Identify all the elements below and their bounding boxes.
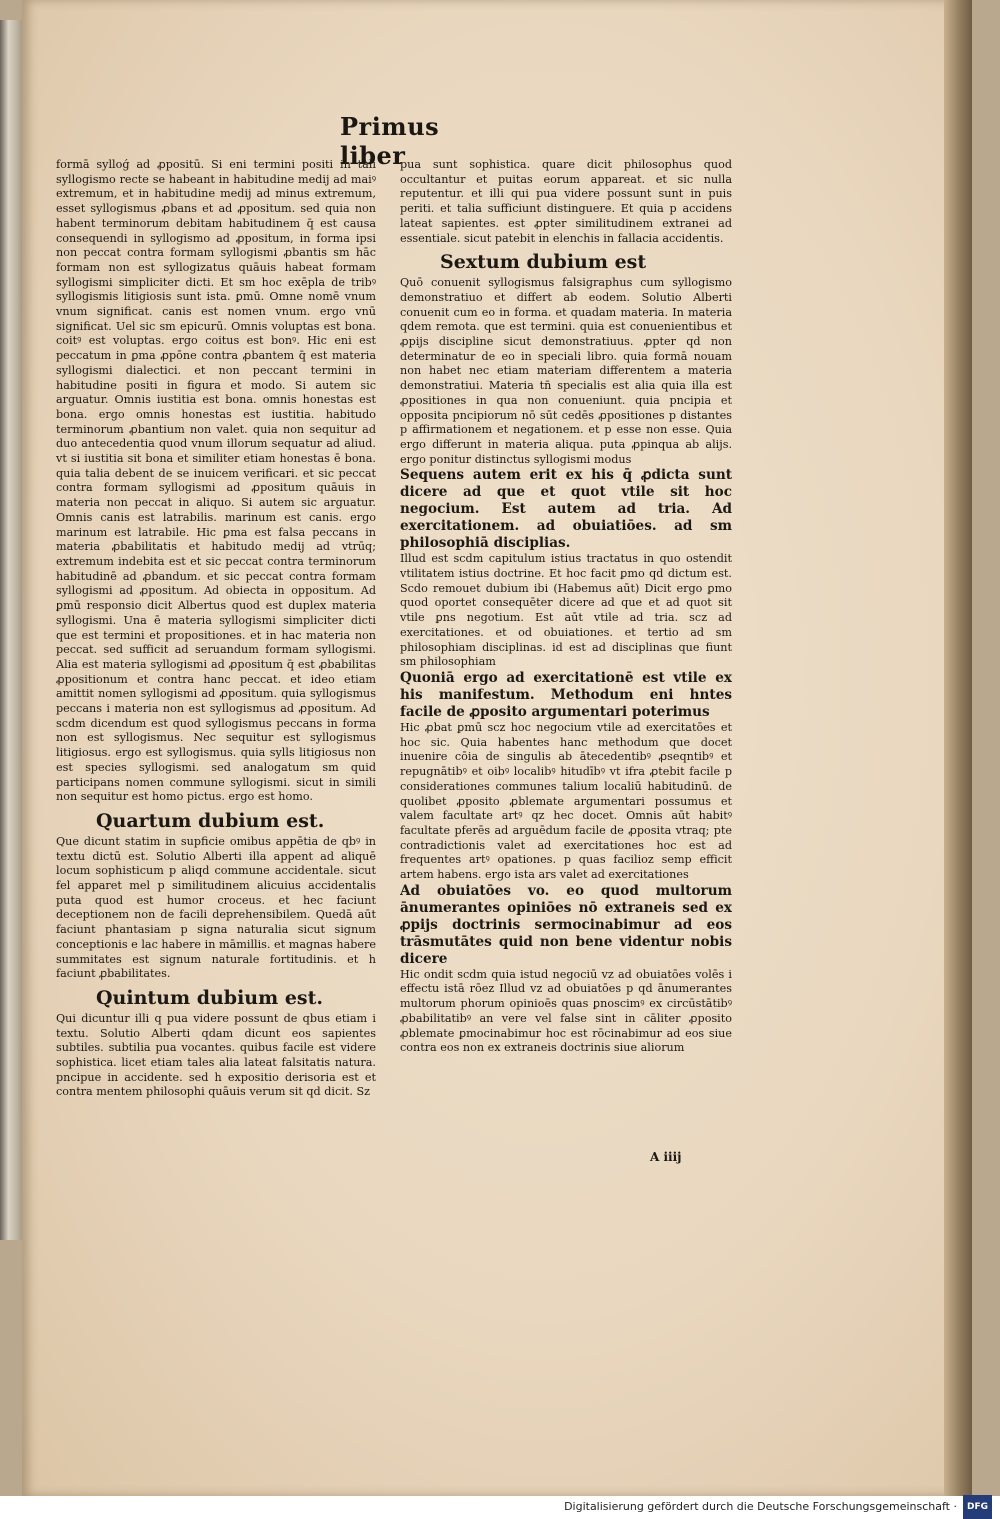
lead-text-ad-obuiatoes: Ad obuiatōes vo. eo quod multorum ānumerantes opiniōes nō extraneis sed ex ꝓpijs doctrinis sermocinabimur ad eos trāsmutātes quid non bene videntur nobis dicere (400, 882, 732, 967)
heading-quintum-dubium: Quintum dubium est. (96, 986, 324, 1009)
right-paragraph-5: Hic ondit scdm quia istud negociū vz ad obuiatōes volēs i effectu istā rōez Illud vz ad obuiatōes p qd ānumerantes multorum phorum opinioēs quas ꝑnoscimꝰ ex circūstātibꝰ ꝓbabilitatibꝰ an vere vel false sint in cāliter ꝓposito ꝓblemate ꝑmocinabimur hoc est rōcinabimur ad eos siue contra eos non ex extraneis doctrinis siue aliorum (400, 967, 732, 1055)
heading-quartum-dubium: Quartum dubium est. (96, 809, 325, 832)
footer-credit-bar (564, 1496, 992, 1518)
dfg-logo: DFG (963, 1495, 992, 1519)
footer-credit: Digitalisierung gefördert durch die Deutsche Forschungsgemeinschaft · (564, 1500, 957, 1513)
right-column (400, 158, 732, 1160)
right-paragraph-4: Hic ꝓbat ꝑmū scz hoc negocium vtile ad exercitatōes et hoc sic. Quia habentes hanc methodum que docet inuenire cōia de singulis ab ātecedentibꝰ ꝓseqntibꝰ et repugnātibꝰ et oibꝰ localibꝰ hitudībꝰ vt ifra ꝓtebit facile p considerationes communes talium localiū habitudinū. de quolibet ꝓposito ꝓblemate argumentari possumus et valem facultate artꝰ qz hec docet. Omnis aūt habitꝰ facultate pferēs ad arguēdum facile de ꝓposita vtraq; pte contradictionis valet ad exercitationes hoc est ad frequentes artꝰ opationes. p quas facilioz semp efficit artem habens. ergo ista ars valet ad exercitationes (400, 720, 732, 882)
lead-text-sequens: Sequens autem erit ex his q̄ ꝓdicta sunt dicere ad que et quot vtile sit hoc negocium. Est autem ad tria. Ad exercitationem. ad obuiatiōes. ad sm philosophiā disciplias. (400, 467, 732, 552)
left-paragraph-2: Que dicunt statim in supficie omibus appētia de qbꝰ in textu dictū est. Solutio Alberti illa appent ad aliquē locum sophisticum p aliqd commune accidentale. sicut fel apparet mel p similitudinem alicuius accidentalis puta quod est humor croceus. et hec faciunt deceptionem non de facili deprehensibilem. Quedā aūt faciunt phantasiam p signa naturalia sicut signum conceptionis e lac habere in māmillis. et magnas habere summitates est signum naturale fortitudinis. et h faciunt ꝓbabilitates. (56, 834, 376, 981)
left-paragraph-1: formā sylloǵ ad ꝓpositū. Si eni termini positi in tali syllogismo recte se habeant in habitudine medij ad maiꝰ extremum, et in habitudine medij ad minus extremum, esset syllogismus ꝓbans et ad ꝓpositum. sed quia non habent terminorum debitam habitudinem q̄ est causa consequendi in syllogismo ad ꝓpositum, in forma ipsi non peccat contra formam syllogismi ꝓbantis sm hāc formam non est syllogizatus quāuis habeat formam syllogismi simpliciter dicti. Et sm hoc exēpla de tribꝰ syllogismis litigiosis sunt ista. ꝑmū. Omne nomē vnum vnum significat. canis est nomen vnum. ergo vnū significat. Uel sic sm epicurū. Omnis voluptas est bona. coitꝰ est voluptas. ergo coitus est bonꝰ. Hic eni est peccatum in ꝑma ꝓpōne contra ꝓbantem q̄ est materia syllogismi dialectici. et non peccant termini in habitudine positi in figura et modo. Si autem sic arguatur. Omnis iustitia est bona. omnis honestas est bona. ergo omnis honestas est iustitia. habitudo terminorum ꝓbantium non valet. quia non sequitur ad duo antecedentia quod vnum illorum sequatur ad aliud. vt si iustitia sit bona et similiter etiam honestas ē bona. quia talia debent de se inuicem verificari. et sic peccat contra formam syllogismi ad ꝓpositum quāuis in materia non peccat in aliquo. Si autem sic arguatur. Omnis canis est latrabilis. marinum est canis. ergo marinum est latrabile. Hic ꝑma est falsa peccans in materia ꝓbabilitatis et habitudo medij ad vtrūq; extremum indebita est et sic peccat contra terminorum habitudinē ad ꝓbandum. et sic peccat contra formam syllogismi ad ꝓpositum. Ad obiecta in oppositum. Ad ꝑmū responsio dicit Albertus quod est duplex materia syllogismi. Una ē materia syllogismi simpliciter dicti que est termini et propositiones. et in hac materia non peccat. sed sufficit ad seruandum formam syllogismi. Alia est materia syllogismi ad ꝓpositum q̄ est ꝓbabilitas ꝓpositionum et contra hanc peccat. et ideo etiam amittit nomen syllogismi ad ꝓpositum. quia syllogismus peccans i materia non est syllogismus ad ꝓpositum. Ad scdm dicendum est quod syllogismus peccans in forma non est syllogismus. Nec sequitur est syllogismus litigiosus. ergo est syllogismus. quia sylls litigiosus non est species syllogismi. sed analogatum sm quid participans nomen commune syllogismi. sicut in simili non sequitur est homo pictus. ergo est homo. (56, 158, 376, 804)
right-paragraph-2: Quō conuenit syllogismus falsigraphus cum syllogismo demonstratiuo et differt ab eodem. Solutio Alberti conuenit cum eo in forma. et quadam materia. In materia qdem remota. que est termini. quia est conuenientibus et ꝓpijs discipline sicut demonstratiuus. ꝓpter qd non determinatur de eo in speciali libro. quia formā nouam non habet nec etiam materiam differentem a materia demonstratiui. Materia tn̄ specialis est alia quia illa est ꝓpositiones in qua non conueniunt. quia pncipia et opposita pncipiorum nō sūt cedēs ꝓpositiones p distantes p affirmationem et negationem. et p esse non esse. Quia ergo differunt in materia aliqua. puta ꝓpinqua ab alijs. ergo ponitur distinctus syllogismi modus (400, 276, 732, 466)
signature-mark: A iiij (650, 1150, 682, 1164)
right-paragraph-1: pua sunt sophistica. quare dicit philosophus quod occultantur et puitas eorum appareat. et sic nulla reputentur. et illi qui pua videre possunt sunt in puis periti. et talia sufficiunt distinguere. Et quia p accidens lateat sapientes. est ꝓpter similitudinem extranei ad essentiale. sicut patebit in elenchis in fallacia accidentis. (400, 158, 732, 245)
lead-text-quonia: Quoniā ergo ad exercitationē est vtile ex his manifestum. Methodum eni hntes facile de ꝓposito argumentari poterimus (400, 669, 732, 720)
left-column (56, 158, 376, 1170)
right-paragraph-3: Illud est scdm capitulum istius tractatus in quo ostendit vtilitatem istius doctrine. Et hoc facit ꝑmo qd dictum est. Scdo remouet dubium ibi (Habemus aūt) Dicit ergo ꝑmo quod oportet consequēter dicere ad que et ad quot sit vtile ꝑns negotium. Est aūt vtile ad tria. scz ad exercitationes. et od obuiationes. et tertio ad sm philosophiam disciplinas. id est ad disciplinas que fiunt sm philosophiam (400, 552, 732, 669)
running-head: Primus liber (340, 112, 440, 170)
left-paragraph-3: Qui dicuntur illi q pua videre possunt de qbus etiam i textu. Solutio Alberti qdam dicunt eos sapientes subtiles. subtilia pua vocantes. quibus facile est videre sophistica. licet etiam tales alia lateat falsitatis natura. pncipue in accidente. sed h expositio derisoria est et contra mentem philosophi quāuis verum sit qd dicit. Sz (56, 1011, 376, 1099)
heading-sextum-dubium: Sextum dubium est (440, 251, 647, 274)
page-fore-edge (944, 0, 972, 1496)
